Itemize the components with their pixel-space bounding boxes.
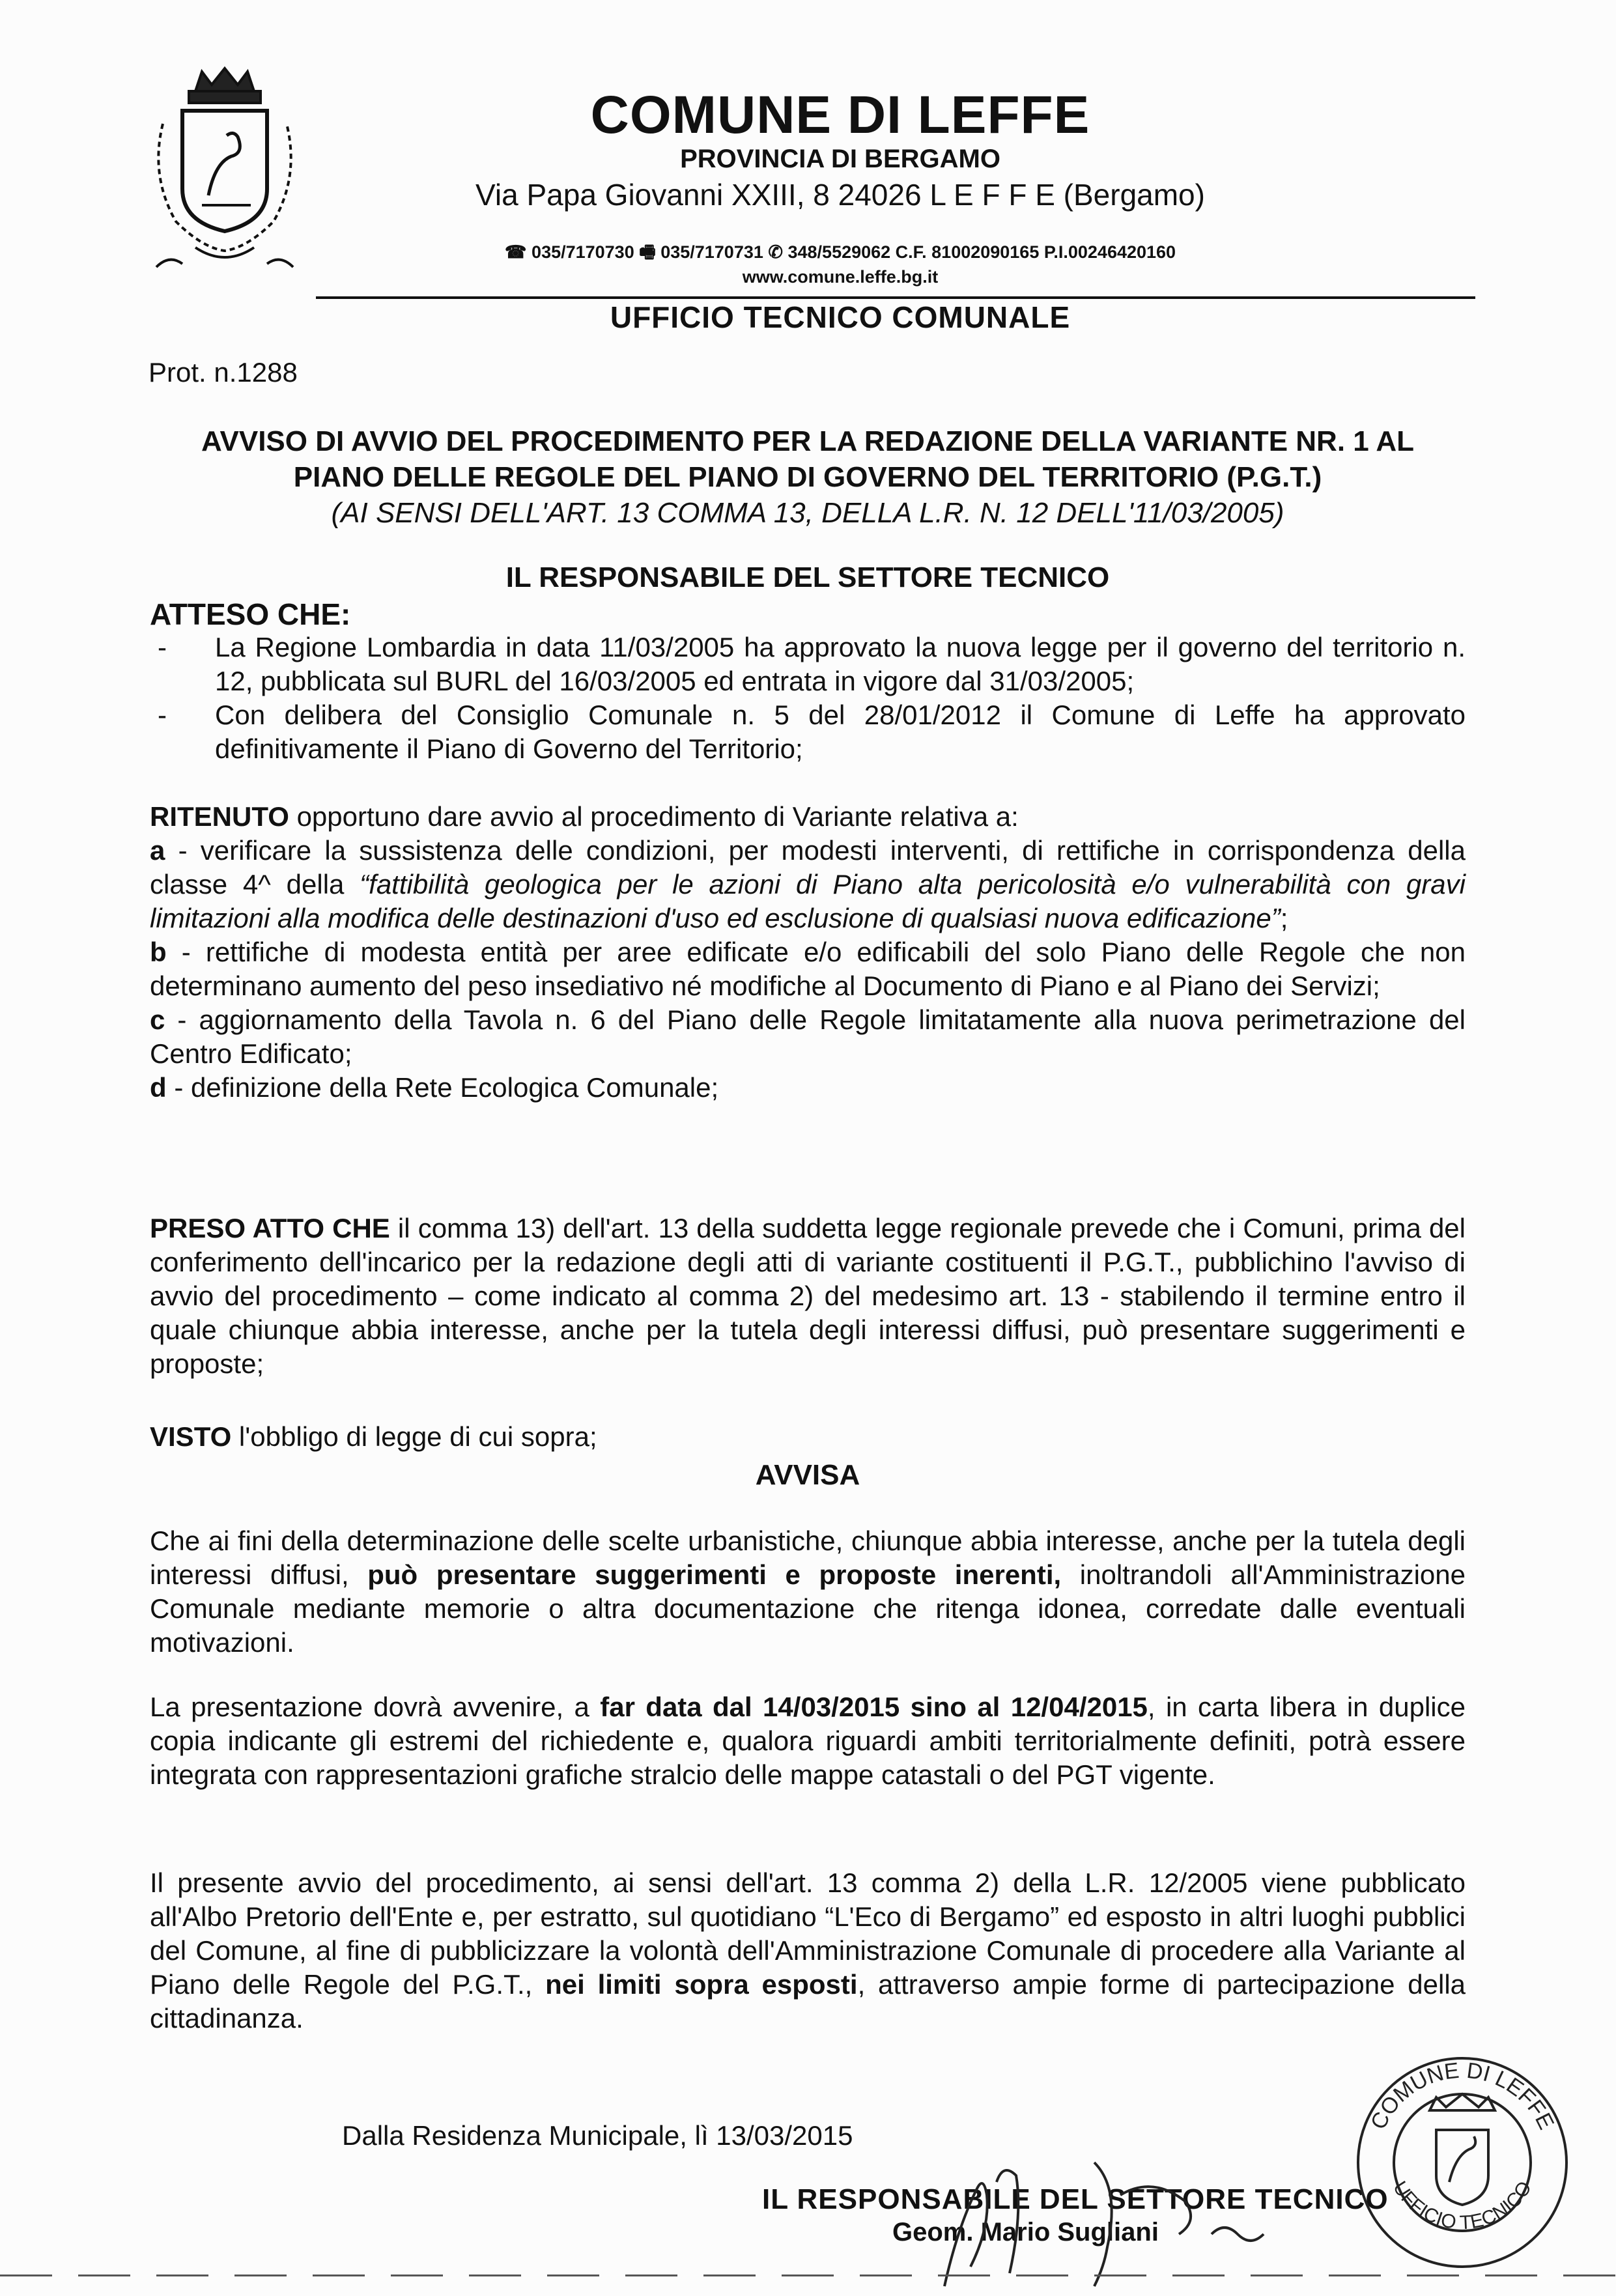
item-a-text: - verificare la sussistenza delle condizioni, per modesti interventi, di rettifiche in corrispondenza della classe 4^ della [150, 835, 1466, 900]
item-a [150, 834, 1466, 935]
item-d-text: - definizione della Rete Ecologica Comunale; [166, 1072, 719, 1103]
item-a-label: a [150, 835, 165, 866]
paragraph-3 [150, 1866, 1466, 2035]
website: www.comune.leffe.bg.it [742, 267, 939, 287]
item-b [150, 935, 1466, 1003]
item-c-label: c [150, 1004, 165, 1035]
stamp-bottom-text: UFFICIO TECNICO [1388, 2177, 1537, 2234]
signatory-name: Geom. Mario Sugliani [892, 2218, 1159, 2246]
visto-label: VISTO [150, 1421, 232, 1452]
p2-text-a: La presentazione dovrà avvenire, a [150, 1692, 601, 1722]
atteso-label: ATTESO CHE: [150, 597, 351, 631]
paragraph-2 [150, 1690, 1466, 1792]
title-line-2: PIANO DELLE REGOLE DEL PIANO DI GOVERNO DEL TERRITORIO (P.G.T.) [293, 461, 1322, 493]
p1-emphasis: può presentare suggerimenti e proposte inerenti, [367, 1559, 1062, 1590]
office-name: UFFICIO TECNICO COMUNALE [610, 300, 1071, 334]
p3-text-a: Il presente avvio del procedimento, ai sensi dell'art. 13 comma 2) della L.R. 12/2005 viene pubblicato all'Albo Pretorio dell'Ente e, per estratto, sul quotidiano “L'Eco di Bergamo” ed esposto in altri luoghi pubblici del Comune, al fine di pubblicizzare la volontà dell'Amministrazione Comunale di procedere alla Variante al Piano delle Regole del P.G.T., [150, 1867, 1466, 2000]
preso-atto-paragraph [150, 1212, 1466, 1381]
p1-text-c: inoltrandoli all'Amministrazione Comunale mediante memorie o altra documentazione che ritenga idonea, corredate dalle eventuali motivazioni. [150, 1559, 1466, 1658]
ritenuto-label: RITENUTO [150, 801, 289, 832]
ritenuto-paragraph [150, 800, 1466, 834]
signatory-title: IL RESPONSABILE DEL SETTORE TECNICO [762, 2183, 1389, 2215]
paragraph-1 [150, 1524, 1466, 1660]
item-b-text: - rettifiche di modesta entità per aree edificate e/o edificabili del solo Piano delle Regole che non determinano aumento del peso insediativo né modifiche al Documento di Piano e al Piano dei Servizi; [150, 937, 1466, 1001]
p3-emphasis: nei limiti sopra esposti [545, 1969, 858, 2000]
date-line: Dalla Residenza Municipale, lì 13/03/2015 [342, 2120, 853, 2151]
address: Via Papa Giovanni XXIII, 8 24026 L E F F E (Bergamo) [475, 178, 1205, 212]
atteso-list [150, 631, 1466, 766]
ritenuto-section [150, 800, 1466, 1105]
title-line-3: (AI SENSI DELL'ART. 13 COMMA 13, DELLA L.R. N. 12 DELL'11/03/2005) [331, 497, 1284, 529]
header-divider [316, 296, 1475, 299]
p2-text-c: , in carta libera in duplice copia indicante gli estremi del richiedente e, qualora riguardi ambiti territorialmente definiti, potrà essere integrata con rappresentazioni grafiche stralcio delle mappe catastali o del PGT vigente. [150, 1692, 1466, 1790]
item-d-label: d [150, 1072, 167, 1103]
municipal-crest [117, 65, 332, 280]
visto-text: l'obbligo di legge di cui sopra; [231, 1421, 597, 1452]
preso-text: il comma 13) dell'art. 13 della suddetta legge regionale prevede che i Comuni, prima del conferimento dell'incarico per la redazione degli atti di variante costituenti il P.G.T., pubblichino l'avviso di avvio del procedimento – come indicato al comma 2) del medesimo art. 13 - stabilendo il termine entro il quale chiunque abbia interesse, anche per la tutela degli interessi diffusi, può presentare suggerimenti e proposte; [150, 1213, 1466, 1379]
p1-text-a: Che ai fini della determinazione delle scelte urbanistiche, chiunque abbia interesse, anche per la tutela degli interessi diffusi, [150, 1525, 1466, 1590]
item-a-end: ; [1280, 903, 1288, 933]
item-c-text: - aggiornamento della Tavola n. 6 del Piano delle Regole limitatamente alla nuova perimetrazione del Centro Edificato; [150, 1004, 1466, 1069]
preso-label: PRESO ATTO CHE [150, 1213, 390, 1243]
atteso-item-2: - Con delibera del Consiglio Comunale n. 5 del 28/01/2012 il Comune di Leffe ha approvato definitivamente il Piano di Governo del Territorio; [150, 698, 1466, 766]
official-stamp [1352, 2052, 1573, 2273]
stamp-top-text: COMUNE DI LEFFE [1365, 2058, 1559, 2134]
item-b-label: b [150, 937, 167, 967]
responsible-heading: IL RESPONSABILE DEL SETTORE TECNICO [505, 561, 1110, 593]
ritenuto-text: opportuno dare avvio al procedimento di Variante relativa a: [289, 801, 1019, 832]
notice-title [150, 423, 1466, 531]
atteso-item-1: - La Regione Lombardia in data 11/03/2005 ha approvato la nuova legge per il governo del territorio n. 12, pubblicata sul BURL del 16/03/2005 ed entrata in vigore dal 31/03/2005; [150, 631, 1466, 698]
municipality-name: COMUNE DI LEFFE [590, 85, 1090, 145]
item-a-quote: “fattibilità geologica per le azioni di Piano alta pericolosità e/o vulnerabilità con gravi limitazioni alla modifica delle destinazioni d'uso ed esclusione di qualsiasi nuova edificazione” [150, 869, 1466, 933]
item-d [150, 1071, 1466, 1105]
page-bottom-border [0, 2275, 1616, 2276]
svg-text:COMUNE DI LEFFE [1366, 2058, 1559, 2134]
protocol-number: Prot. n.1288 [149, 357, 298, 388]
visto-paragraph [150, 1420, 1466, 1454]
province-name: PROVINCIA DI BERGAMO [680, 145, 1000, 173]
handwritten-signature [847, 2136, 1303, 2293]
item-c [150, 1003, 1466, 1071]
contact-line: ☎ 035/7170730 🖷 035/7170731 ✆ 348/5529062 C.F. 81002090165 P.I.00246420160 [504, 242, 1176, 262]
title-line-1: AVVISO DI AVVIO DEL PROCEDIMENTO PER LA REDAZIONE DELLA VARIANTE NR. 1 AL [201, 425, 1414, 457]
p3-text-c: , attraverso ampie forme di partecipazione della cittadinanza. [150, 1969, 1466, 2034]
p2-dates: far data dal 14/03/2015 sino al 12/04/2015 [600, 1692, 1148, 1722]
avvisa-heading: AVVISA [755, 1459, 860, 1491]
